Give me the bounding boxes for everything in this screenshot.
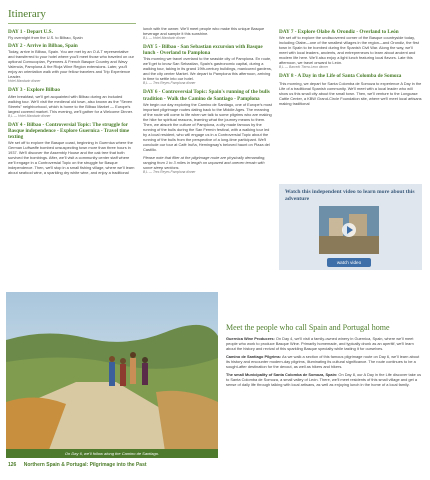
- column-3: [279, 26, 422, 106]
- meal-note: B,L — Tres Reyes Pamplona dinner: [143, 169, 196, 174]
- video-promo: [279, 184, 422, 270]
- footer-title: Northern Spain & Portugal: Pilgrimage into the Past: [23, 462, 147, 468]
- day-text: This morning, we depart for Santa Colomba de Somoza to experience A Day in the Life of a traditional Spanish community. We'll meet with a local leader who will show us this small city about the small town. Then, we'll venture to the Longcase Cattle Center, a KBW Grand-Circle Foundation site, where we'll meet local artisans making traditional: [279, 81, 422, 107]
- day-text: After breakfast, we'll get acquainted with Bilbao during an included walking tour. We'll visit the medieval old town, also known as the "Seven Streets" neighborhood, which is home to the Bilbao Market — Europe's largest covered market. This evening, we'll gather for a Welcome Dinner.: [8, 93, 133, 114]
- day-text: This morning we travel overland to the seaside city of Pamplona. En route, we'll get to know San Sebastian, Spain's gastronomic capital, during a walking tour, taking in its grand 19th-century buildings, manicured gardens, and the city center Market. We depart to Pamplona this afternoon, arriving in time to settle into our hotel.: [143, 56, 272, 82]
- day-text: lunch with the owner. We'll meet people who make this unique Basque beverage and sample it this sunshine.: [143, 26, 265, 36]
- video-title: Watch this independent video to learn more about this adventure: [285, 189, 415, 202]
- day-text: Fly overnight from the U.S. to Bilbao, Spain: [8, 35, 83, 41]
- column-1: [8, 8, 136, 175]
- day-heading: DAY 3 - Explore Bilbao: [8, 87, 60, 94]
- column-2: [143, 26, 272, 175]
- day-text: We set off to explore the Basque coast, beginning in Guernica where the German Luftwaffe bombed unsuspecting town more than three hours in 1937. We'll discover the Assembly House and the oak tree that both survived the bombings. After, we'll visit a community center staff where we'll engage in a Controversial Topic on the struggle for Basque independence. Then, we'll stop in a small fishing village, where we'll learn about seafood wine, a sparkling dry white wine, and enjoy a traditional: [8, 140, 135, 176]
- camino-photo: [6, 292, 218, 458]
- people-para: Camino de Santiago Pilgrims: As we walk a section of this famous pilgrimage route on Day 6, we'll learn about its history and encounter modern-day pilgrims, illuminating its cultural significance. The route continues to be a sought-after destination for the devout, as well as hikers and hikers.: [226, 354, 420, 369]
- day-heading: DAY 2 - Arrive in Bilbao, Spain: [8, 43, 78, 50]
- day-heading: DAY 4 - Bilbao - Controversial Topic: The struggle for Basque independence - Explore Guernica - Travel time texting: [8, 121, 130, 141]
- day-heading: DAY 5 - Bilbao - San Sebastian excursion with Basque lunch - Overland to Pamplona: [143, 44, 263, 57]
- day-heading: DAY 8 - A Day in the Life of Santa Colomba de Somoza: [279, 73, 402, 80]
- meal-note: B,L — Hotel Mandarin dinner: [8, 113, 51, 118]
- photo-caption: On Day 6, we'll follow along the Camino de Santiago.: [6, 449, 218, 458]
- video-thumbnail[interactable]: [319, 206, 379, 254]
- watch-video-button[interactable]: watch video: [327, 258, 371, 267]
- foundation-row: [279, 81, 422, 106]
- day-text: We begin our day exploring the Camino de Santiago, one of Europe's most important pilgrimage routes dating back to the Middle Ages. The meaning of the route will come to life when we talk to some pilgrims who are making the hike for spiritual reasons, learning what the journey means to them. Then, we absorb the culture of Pamplona, a city made famous by the running of the bulls during the San Fermín festival, with a walking tour led by a local resident, who will engage us in a Controversial Topic about the running of the bulls from the perspective of a long-time participant. We'll conclude our tour at Café Iruña, Hemingway's beloved haunt on Plaza del Castillo.: [143, 101, 272, 152]
- pilgrims-image: [6, 292, 218, 458]
- day-text: Today, arrive in Bilbao, Spain. You are met by an O.A.T representative and transferred to your hotel where you'll meet those who traveled on our optional Cornucopian, Pyrenees & French Basque Country and Wavy Valencia, Pamplona & the Rioja Wine Region extensions. Later, you'll enjoy an orientation walk with your fellow travelers and Trip Experience Leader.: [8, 49, 134, 80]
- page-footer: [8, 462, 147, 468]
- day-text: We set off to explore the undiscovered corner of the Basque countryside today, including Olabe—one of the smallest villages in the region—and Orondiz, the first town in Spain to be bombed during the Spanish Civil War. Along the way, we'll meet with local leaders, ancients, and entrepreneurs to learn about ancient and modern life here. We'll also enjoy a light lunch featuring local flavors. Late this afternoon, we travel onward to León.: [279, 35, 419, 66]
- people-para: The small Municipality of Santa Colomba de Somoza, Spain: On Day 8, our A Day in the Life discover take us to Santa Colomba de Somoza, a small valley of León. There, we'll meet residents of this small village and get a sense of daily life through talking with local artisans, as well as enjoying lunch in the home of a local family.: [226, 372, 422, 387]
- meal-note: B,L — Barceló Tierra Leon dinner: [279, 65, 329, 70]
- day-heading: DAY 1 - Depart U.S.: [8, 29, 53, 35]
- people-para: Guernica Wine Producers: On Day 4, we'll visit a family-owned winery in Guernica, Spain, where we'll meet people who work to produce Basque Wine. Primarily homemade, and typically drunk as an aperitif, we'll learn about the history and revival of this sparkling Basque specialty while tasting it for ourselves.: [226, 336, 414, 351]
- day-heading: DAY 7 - Explore Olabe & Orondiz - Overland to León: [279, 29, 399, 35]
- itinerary-title: Itinerary: [8, 8, 136, 24]
- day-heading: DAY 6 - Controversial Topic: Spain's running of the bulls tradition - Walk the Camino de Santiago - Pamplona: [143, 89, 270, 102]
- section-title: Meet the people who call Spain and Portugal home: [226, 323, 390, 332]
- meet-people-section: [226, 323, 424, 390]
- page-number: 126: [8, 462, 17, 468]
- meal-note: B,L — Hotel Mandarin dinner: [143, 36, 186, 40]
- meal-note: B,L — Tres Reyes Pamplona dinner: [143, 81, 196, 86]
- meal-note: Hotel Mandarin dinner: [8, 79, 41, 84]
- note-text: Please note that filter at the pilgrimage route are physically demanding, ranging from 1 to 3 miles in length on unpaved and uneven terrain with some steep sections.: [143, 154, 266, 170]
